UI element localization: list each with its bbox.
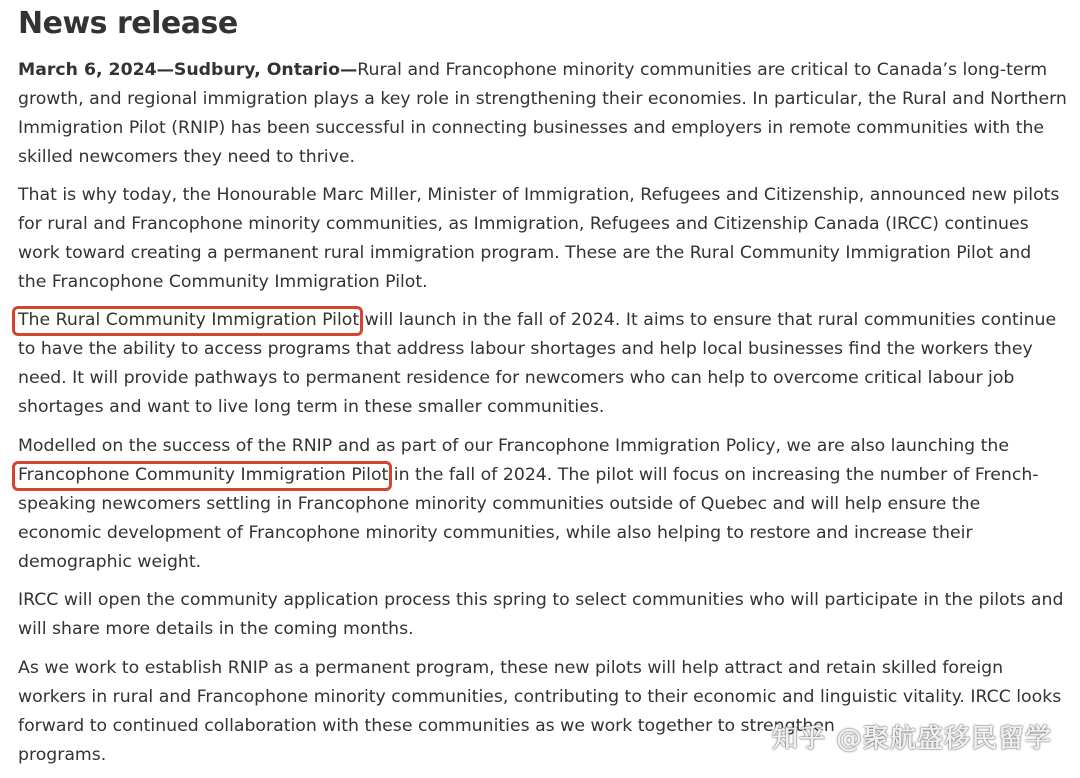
paragraph-text: IRCC will open the community application process this spring to select communities who will participate in the pilots and (18, 590, 1064, 610)
rural-pilot-highlight: The Rural Community Immigration Pilot (18, 310, 360, 330)
paragraph-text: the Francophone Community Immigration Pilot. (18, 272, 428, 292)
paragraph-text: Rural and Francophone minority communities are critical to Canada’s long-term (357, 60, 1048, 80)
paragraph-text: growth, and regional immigration plays a key role in strengthening their economies. In particular, the Rural and Northern (18, 89, 1067, 109)
paragraph-francophone-pilot (18, 432, 1068, 577)
paragraph-text: in the fall of 2024. The pilot will focus on increasing the number of French- (388, 465, 1039, 485)
watermark: 知乎 @聚航盛移民留学 (771, 724, 1052, 754)
paragraph-text: That is why today, the Honourable Marc Miller, Minister of Immigration, Refugees and Citizenship, announced new pilots (18, 185, 1060, 205)
page-title: News release (18, 6, 238, 41)
paragraph-text: forward to continued collaboration with these communities as we work together to strengthen (18, 716, 835, 736)
paragraph-text: shortages and want to live long term in these smaller communities. (18, 397, 605, 417)
paragraph-text: programs. (18, 745, 107, 765)
paragraph-announcement (18, 181, 1068, 297)
paragraph-text: for rural and Francophone minority communities, as Immigration, Refugees and Citizenship Canada (IRCC) continues (18, 214, 1029, 234)
paragraph-text: work toward creating a permanent rural immigration program. These are the Rural Community Immigration Pilot and (18, 243, 1032, 263)
paragraph-application-process (18, 586, 1068, 644)
paragraph-text: skilled newcomers they need to thrive. (18, 147, 355, 167)
francophone-pilot-highlight: Francophone Community Immigration Pilot (18, 465, 389, 485)
dateline: March 6, 2024—Sudbury, Ontario— (18, 60, 358, 80)
paragraph-text: Immigration Pilot (RNIP) has been successful in connecting businesses and employers in remote communities with the (18, 118, 1045, 138)
paragraph-text: speaking newcomers settling in Francophone minority communities outside of Quebec and will help ensure the (18, 494, 981, 514)
paragraph-text: Modelled on the success of the RNIP and as part of our Francophone Immigration Policy, we are also launching the (18, 436, 1009, 456)
paragraph-intro (18, 56, 1068, 172)
paragraph-text: will launch in the fall of 2024. It aims to ensure that rural communities continue (359, 310, 1057, 330)
paragraph-text: to have the ability to access programs that address labour shortages and help local businesses find the workers they (18, 339, 1033, 359)
paragraph-rural-pilot (18, 306, 1068, 422)
paragraph-text: workers in rural and Francophone minority communities, contributing to their economic and linguistic vitality. IRCC looks (18, 687, 1062, 707)
paragraph-text: demographic weight. (18, 552, 202, 572)
paragraph-text: need. It will provide pathways to permanent residence for newcomers who can help to overcome critical labour job (18, 368, 1015, 388)
paragraph-text: economic development of Francophone minority communities, while also helping to restore and increase their (18, 523, 973, 543)
paragraph-text: As we work to establish RNIP as a permanent program, these new pilots will help attract and retain skilled foreign (18, 658, 1004, 678)
paragraph-text: will share more details in the coming months. (18, 619, 414, 639)
